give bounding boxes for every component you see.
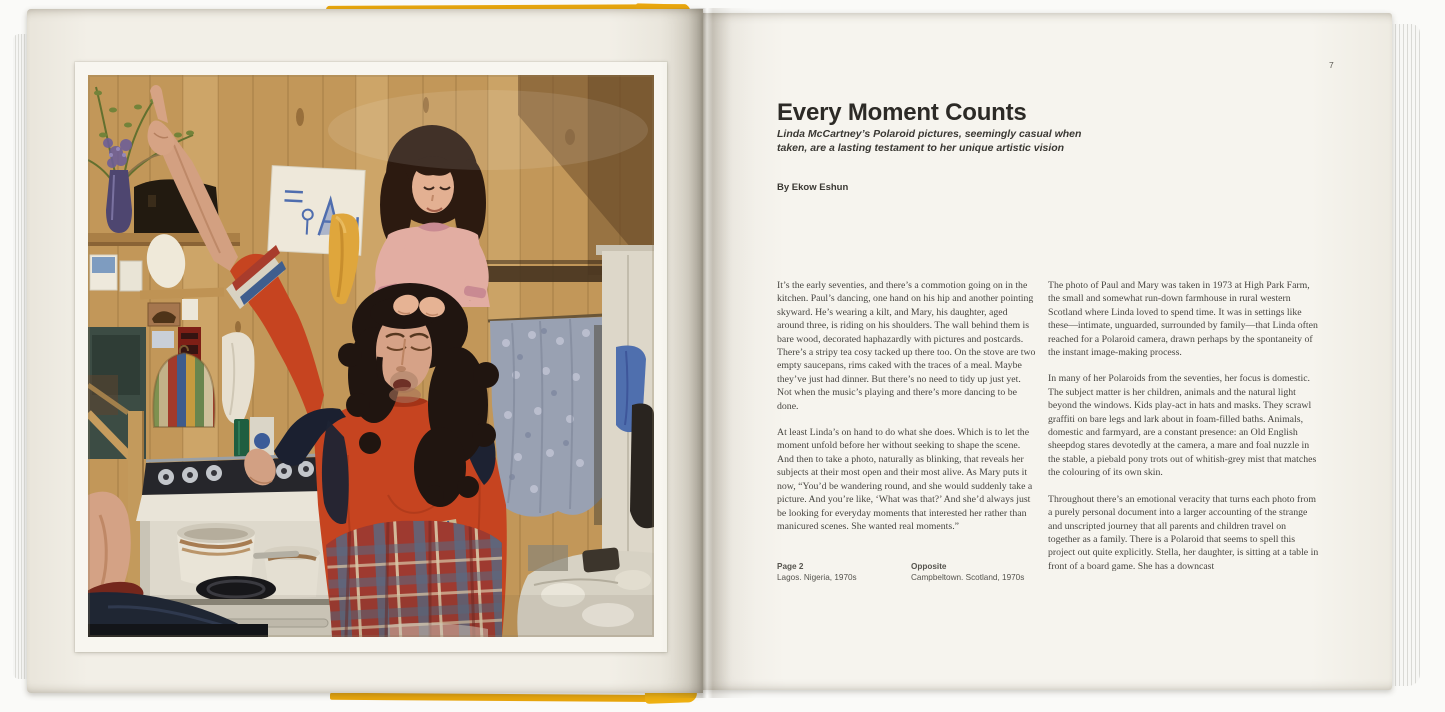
paragraph: In many of her Polaroids from the seventies, her focus is domestic. The subject matter is her children, animals and the natural light beyond the windows. Kids play-act in hats and masks. They scrawl graffiti on bare legs and lark about in foam-filled baths. Animals, domestic and farmyard, are a constant presence: an Old English sheepdog stares devotedly at the camera, a mare and foal nuzzle in the stable, a piebald pony trots out of whitish-grey mist that matches the colouring of its own skin. xyxy=(1048,373,1317,479)
subtitle-line: Linda McCartney’s Polaroid pictures, seemingly casual when xyxy=(777,128,1082,140)
cover-edge-bottom xyxy=(330,693,690,703)
polaroid-photo xyxy=(75,62,667,652)
caption-page-2 xyxy=(777,562,857,583)
page-edges-right xyxy=(1392,24,1420,686)
kitchen-photo-illustration xyxy=(88,75,654,637)
page-edges-left xyxy=(13,34,28,679)
page-number: 7 xyxy=(1329,60,1334,70)
paragraph: At least Linda’s on hand to do what she does. Which is to let the moment unfold before her without seeking to shape the scene. And then to take a photo, naturally as blinking, that reveals her subjects at their most open and their most alive. As Mary puts it now, “You’d be wandering round, and she would suddenly take a picture. And you’re like, ‘What was that?’ And she’d always just be looking for everyday moments that interested her rather than manicured scenes. She wanted real moments.” xyxy=(777,427,1033,532)
text-column-left xyxy=(777,279,1036,546)
caption-text: Lagos. Nigeria, 1970s xyxy=(777,572,857,582)
article-byline: By Ekow Eshun xyxy=(777,182,849,193)
left-page xyxy=(27,9,703,693)
right-page xyxy=(703,13,1392,690)
article-subtitle xyxy=(777,128,1081,155)
paragraph: Throughout there’s an emotional veracity that turns each photo from a purely personal document into a larger accounting of the strange and unscripted journey that all parents and children travel on together as a family. There is a Polaroid that seems to spell this project out quite explicitly. Stella, her daughter, is sitting at a table in front of a board game. She has a downcast xyxy=(1048,493,1319,572)
paragraph: It’s the early seventies, and there’s a commotion going on in the kitchen. Paul’s dancing, one hand on his hip and another pointing skyward. He’s wearing a kilt, and Mary, his daughter, aged around three, is riding on his shoulders. The wall behind them is bare wood, decorated haphazardly with pictures and postcards. There’s a stripy tea cosy tacked up there too. On the stove are two empty saucepans, rims caked with the traces of a meal. Maybe they’ve just had dinner. But there’s no need to tidy up just yet. Not when the music’s playing and there’s more dancing to be done. xyxy=(777,280,1036,412)
article-title: Every Moment Counts xyxy=(777,99,1027,126)
caption-label: Page 2 xyxy=(777,562,804,571)
caption-text: Campbeltown. Scotland, 1970s xyxy=(911,572,1025,582)
caption-label: Opposite xyxy=(911,562,947,571)
text-column-right xyxy=(1048,279,1320,586)
paragraph: The photo of Paul and Mary was taken in 1973 at High Park Farm, the small and somewhat run-down farmhouse in rural western Scotland where Linda loved to spend time. It was in settings like these—intimate, unguarded, surrounded by family—that Linda often reached for a Polaroid camera, drawn perhaps by the spontaneity of the instant image-making process. xyxy=(1048,280,1318,359)
caption-opposite xyxy=(911,562,1024,583)
subtitle-line: taken, are a lasting testament to her unique artistic vision xyxy=(777,141,1065,154)
